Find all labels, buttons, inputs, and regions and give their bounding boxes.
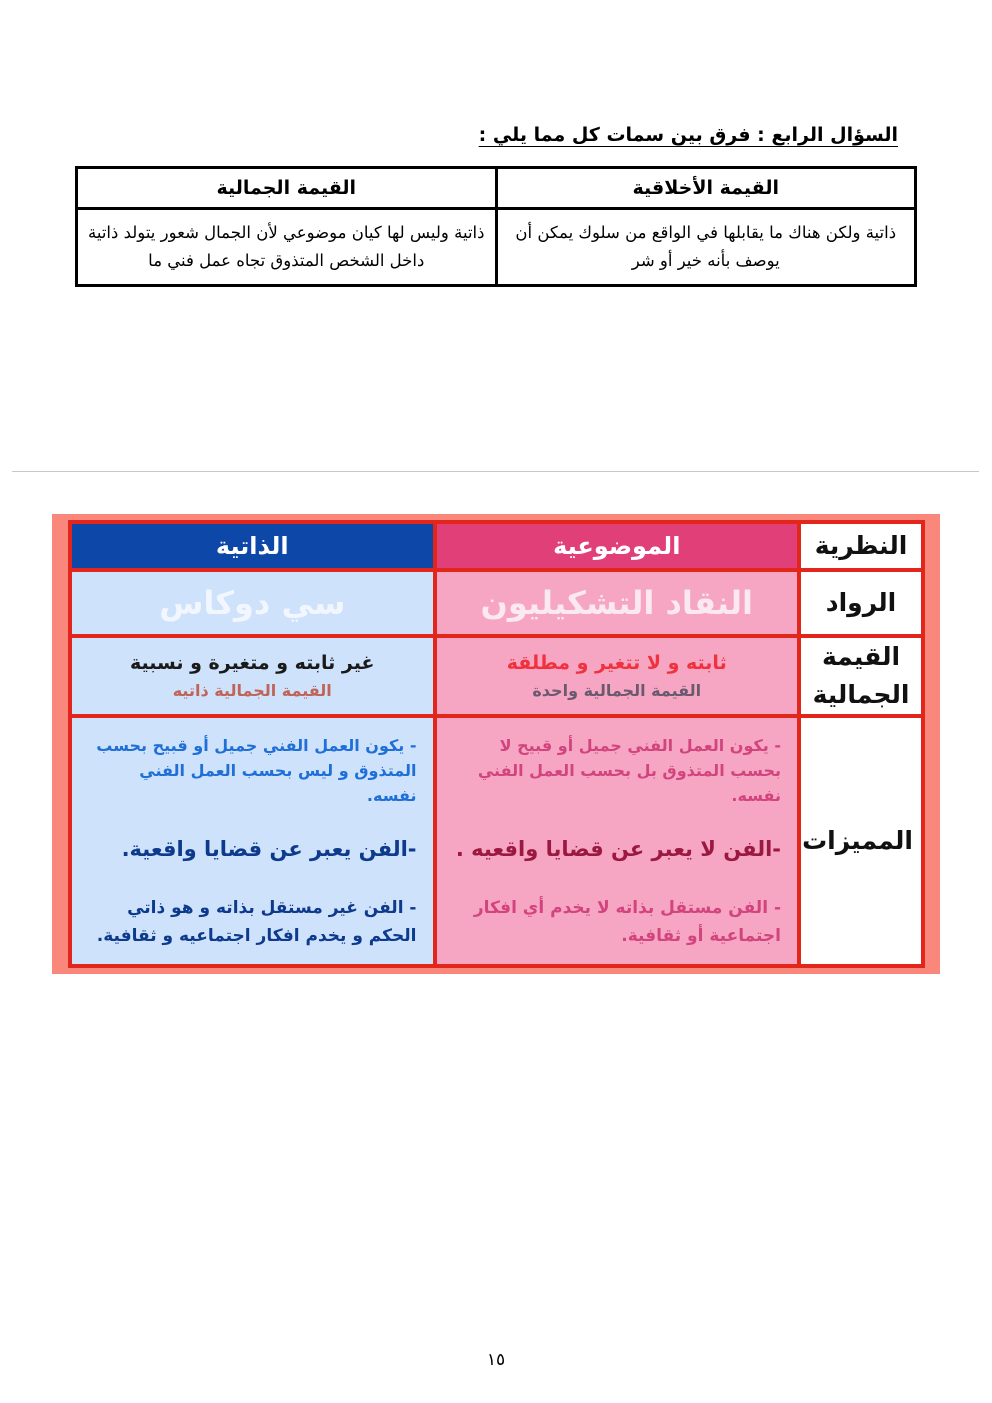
subjective-feature-item: - يكون العمل الفني جميل أو قبيح بحسب المتذوق و ليس بحسب العمل الفني نفسه. xyxy=(96,735,417,805)
table-header-row xyxy=(77,168,916,209)
subjective-theory-title: الذاتية xyxy=(70,522,435,570)
subjective-aesthetic-value xyxy=(70,636,435,716)
features-label: المميزات xyxy=(799,716,923,966)
aesthetic-theories-infographic xyxy=(52,514,940,974)
values-comparison-table xyxy=(75,166,917,287)
objective-value-main: ثابته و لا تتغير و مطلقة xyxy=(506,652,727,674)
subjective-value-main: غير ثابته و متغيرة و نسبية xyxy=(130,652,375,674)
section-divider xyxy=(12,471,979,472)
moral-value-header: القيمة الأخلاقية xyxy=(496,168,916,209)
aesthetic-value-description: ذاتية وليس لها كيان موضوعي لأن الجمال شعور يتولد ذاتية داخل الشخص المتذوق تجاه عمل فني ما xyxy=(77,209,497,286)
subjective-feature-item: -الفن يعبر عن قضايا واقعية. xyxy=(121,836,417,861)
theories-grid xyxy=(68,520,925,968)
theory-label: النظرية xyxy=(799,522,923,570)
question-title: السؤال الرابع : فرق بين سمات كل مما يلي : xyxy=(478,124,898,146)
objective-feature-item: - يكون العمل الفني جميل أو قبيح لا بحسب المتذوق بل بحسب العمل الفني نفسه. xyxy=(477,735,781,805)
features-row xyxy=(70,716,923,966)
objective-feature-item: - الفن مستقل بذاته لا يخدم أي افكار اجتماعية أو ثقافية. xyxy=(473,897,781,946)
aesthetic-value-row xyxy=(70,636,923,716)
objective-pioneers: النقاد التشكيليون xyxy=(435,570,800,636)
pioneers-label: الرواد xyxy=(799,570,923,636)
objective-aesthetic-value xyxy=(435,636,800,716)
objective-features xyxy=(435,716,800,966)
table-row xyxy=(77,209,916,286)
pioneers-row xyxy=(70,570,923,636)
objective-feature-item: -الفن لا يعبر عن قضايا واقعيه . xyxy=(455,836,781,861)
aesthetic-value-label: القيمة الجمالية xyxy=(799,636,923,716)
subjective-feature-item: - الفن غير مستقل بذاته و هو ذاتي الحكم و يخدم افكار اجتماعيه و ثقافية. xyxy=(96,897,417,946)
subjective-features xyxy=(70,716,435,966)
subjective-value-sub: القيمة الجمالية ذاتيه xyxy=(172,681,332,700)
aesthetic-value-header: القيمة الجمالية xyxy=(77,168,497,209)
theory-row xyxy=(70,522,923,570)
moral-value-description: ذاتية ولكن هناك ما يقابلها في الواقع من سلوك يمكن أن يوصف بأنه خير أو شر xyxy=(496,209,916,286)
subjective-pioneers: سي دوكاس xyxy=(70,570,435,636)
objective-theory-title: الموضوعية xyxy=(435,522,800,570)
objective-value-sub: القيمة الجمالية واحدة xyxy=(532,681,702,700)
page-number: ١٥ xyxy=(486,1350,506,1370)
